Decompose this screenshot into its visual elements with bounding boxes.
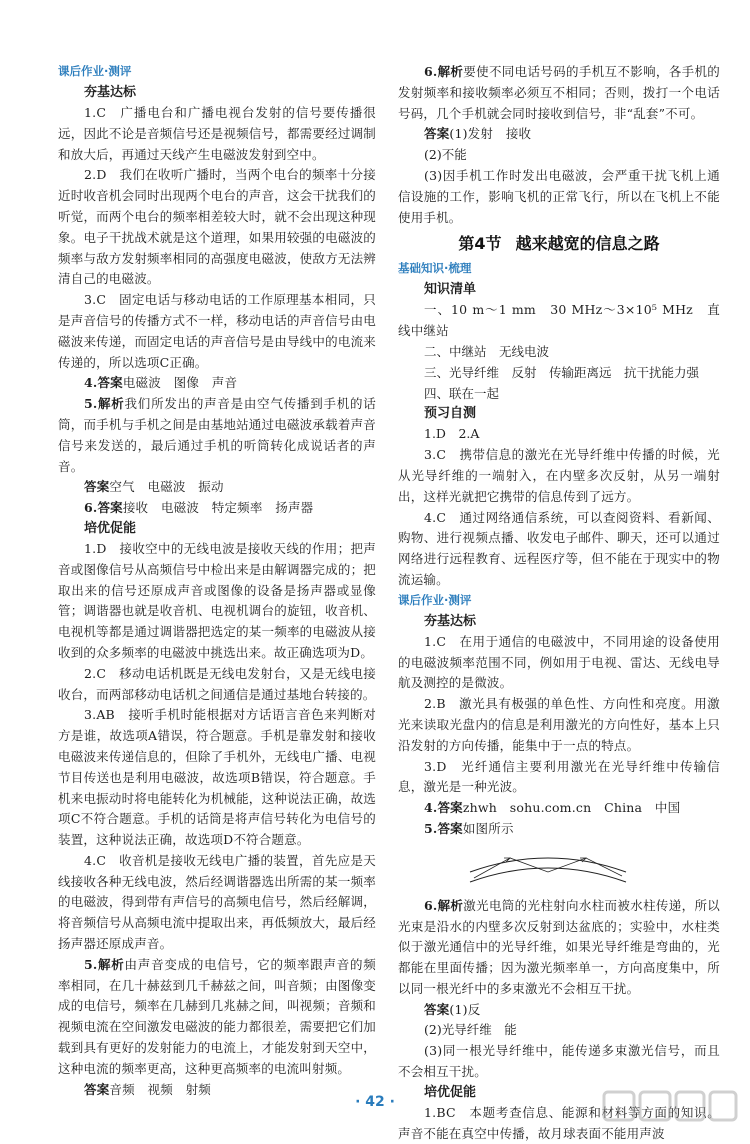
section-heading-homework: 课后作业·测评: [58, 64, 132, 78]
knowledge-line: 四、联在一起: [424, 385, 500, 401]
answer-item-4: 4.答案电磁波 图像 声音: [84, 375, 238, 391]
answer-line: (2)光导纤维 能: [424, 1022, 517, 1038]
answer-item-6: 6.答案接收 电磁波 特定频率 扬声器: [84, 500, 314, 516]
answer-item: 1.D 接收空中的无线电波是接收天线的作用；把声音或图像信号从高频信号中检出来是由解调器完成的；把取出来的信号还原成声音或图像的设备是扬声器或显像管；调谐器也就是收音机、电视机调台的旋钮，收音机、电视机等都是通过调谐器把选定的某一频率的电磁波从接收到的众多频率的电磁波中挑选出来。故正确选项为D。: [58, 540, 376, 660]
right-column: [398, 62, 720, 1144]
answer-item: 2.B 激光具有极强的单色性、方向性和亮度。用激光来读取光盘内的信息是利用激光的方向性好，基本上只沿发射的方向传播，能集中于一点的特点。: [398, 696, 720, 753]
answer-item-r6: 6.解析要使不同电话号码的手机互不影响，各手机的发射频率和接收频率必须互不相同；否则，拨打一个电话号码，几个手机就会同时接收到信号，非“乱套”不可。: [398, 64, 720, 121]
answer-line: (2)不能: [424, 147, 467, 163]
answer-item: 1.BC 本题考查信息、能源和材料等方面的知识。声音不能在真空中传播，故月球表面不能用声波: [398, 1104, 720, 1141]
section-heading-basics: 基础知识·梳理: [398, 261, 472, 276]
answer-item: 3.C 携带信息的激光在光导纤维中传播的时候，光从光导纤维的一端射入，在内壁多次反射，从另一端射出，这样光就把它携带的信息传到了远方。: [398, 447, 720, 504]
answer-line: (3)因手机工作时发出电磁波，会严重干扰飞机上通信设施的工作，影响飞机的正常飞行，所以在飞机上不能使用手机。: [398, 167, 720, 225]
section-heading-homework-2: 课后作业·测评: [398, 592, 472, 607]
subheading-preview: 预习自测: [424, 406, 477, 422]
answer-item: 1.C 在用于通信的电磁波中，不同用途的设备使用的电磁波频率范围不同，例如用于电视、雷达、无线电导航及测控的是微波。: [398, 633, 720, 691]
left-column: [58, 62, 376, 1100]
answer-item-h6: 6.解析激光电筒的光柱射向水柱而被水柱传递，所以光束是沿水的内壁多次反射到达盆底的；实验中，水柱类似于激光通信中的光导纤维，如果光导纤维是弯曲的，光都能在里面传播；因为激光频率单一，方向高度集中，所以同一根光纤中的多束激光不会相互干扰。: [398, 897, 720, 996]
subheading-advanced: 培优促能: [84, 520, 137, 536]
answer-item-5b: 5.解析由声音变成的电信号，它的频率跟声音的频率相同，在几十赫兹到几千赫兹之间，叫音频；由图像变成的电信号，频率在几赫到几兆赫之间，叫视频；音频和视频电流在空间激发电磁波的能力都很差，需要把它们加载到具有更好的发射能力的电流上，才能发射到天空中，这种电流的频率更高，这种更高频率的电流叫射频。: [58, 956, 376, 1076]
answer-item: 2.D 我们在收听广播时，当两个电台的频率十分接近时收音机会同时出现两个电台的声音，这会干扰我们的听觉，而两个电台的频率相差较大时，就不会出现这种现象。电子干扰战术就是这个道理，如果用较强的电磁波的频率与敌方发射频率相同的高强度电磁波，使敌方无法辨清自己的电磁波。: [58, 167, 376, 287]
answer-item-5b-ans: 答案音频 视频 射频: [84, 1081, 212, 1097]
knowledge-line: 一、10 m～1 mm 30 MHz～3×10⁵ MHz 直线中继站: [398, 302, 720, 339]
answer-item: 3.D 光纤通信主要利用激光在光导纤维中传输信息，激光是一种光波。: [398, 758, 720, 795]
knowledge-line: 二、中继站 无线电波: [424, 343, 550, 359]
subheading-basic-2: 夯基达标: [424, 613, 477, 629]
answer-item-h6-ans: 答案(1)反: [424, 1001, 481, 1017]
watermark-logo-icon: [600, 1086, 740, 1126]
answer-item: 3.AB 接听手机时能根据对方话语言音色来判断对方是谁，故选项A错误，符合题意。手机是靠发射和接收电磁波来传递信息的，但除了手机外，无线电广播、电视节目传送也是利用电磁波，故选项B错误，符合题意。手机来电振动时将电能转化为机械能，这种说法正确，故选项C不符合题意。手机的话筒是将声信号转化为电信号的装置，这种说法正确，故选项D不符合题意。: [58, 707, 376, 848]
answer-item: 1.C 广播电台和广播电视台发射的信号要传播很远，因此不论是音频信号还是视频信号，都需要经过调制和放大后，再通过天线产生电磁波发射到空中。: [58, 105, 376, 162]
answer-item-5: 5.解析我们所发出的声音是由空气传播到手机的话筒，而手机与手机之间是由基地站通过电磁波承载着声音信号来发送的，最后通过手机的听筒转化成说话者的声音。: [58, 396, 376, 474]
subheading-knowledge: 知识清单: [424, 282, 477, 298]
answer-item: 3.C 固定电话与移动电话的工作原理基本相同，只是声音信号的传播方式不一样，移动电话的声音信号由电磁波来传递，而固定电话的声音信号是由导线中的电流来传递的，所以选项C正确。: [58, 292, 376, 370]
answer-item-h5: 5.答案如图所示: [424, 820, 514, 836]
subheading-basic: 夯基达标: [84, 85, 137, 100]
answer-item: 2.C 移动电话机既是无线电发射台，又是无线电接收台，而两部移动电话机之间通信是通过基地台转接的。: [58, 665, 376, 702]
answer-item: 4.C 收音机是接收无线电广播的装置，首先应是天线接收各种无线电波，然后经调谐器选出所需的某一频率的电磁波，得到带有声信号的高频电信号，然后经解调，将音频信号从高频电流中提取出来，再低频放大，最后经扬声器还原成声音。: [58, 852, 376, 952]
page-number: · 42 ·: [355, 1094, 395, 1110]
answer-item: 4.C 通过网络通信系统，可以查阅资料、看新闻、购物、进行视频点播、收发电子邮件、聊天，还可以通过网络进行远程教育、远程医疗等，但不能在于现实中的物流运输。: [398, 509, 720, 587]
fiber-reflection-figure: [468, 842, 628, 888]
answer-item-h4: 4.答案zhwh sohu.com.cn China 中国: [424, 800, 681, 816]
chapter-heading: 第4节 越来越宽的信息之路: [458, 234, 660, 254]
answer-item-5-ans: 答案空气 电磁波 振动: [84, 479, 224, 495]
subheading-advanced-2: 培优促能: [424, 1084, 477, 1100]
answer-item-r6-ans: 答案(1)发射 接收: [424, 126, 532, 142]
answer-item: 1.D 2.A: [424, 426, 480, 442]
answer-line: (3)同一根光导纤维中，能传递多束激光信号，而且不会相互干扰。: [398, 1043, 720, 1080]
knowledge-line: 三、光导纤维 反射 传输距离远 抗干扰能力强: [424, 364, 700, 380]
